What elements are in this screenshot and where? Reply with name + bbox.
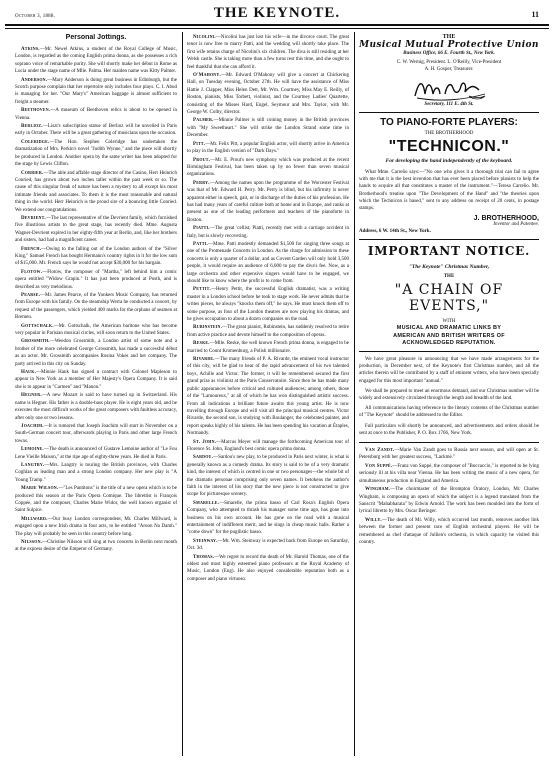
jotting-item xyxy=(187,554,349,584)
jotting-lead: Berlioz. xyxy=(21,124,43,130)
jotting-item xyxy=(359,447,539,462)
jotting-text: —Weedon Grossmith, a London artist of some note and a brother of the more celebrated George Grossmith, has made a successful début as an actor. Mr. Grossmith accompanies Rosina Vokes and her company. The party arrived in this city on Sunday. xyxy=(15,339,177,367)
jotting-item xyxy=(15,485,177,515)
jotting-lead: Patti. xyxy=(193,241,208,247)
jotting-lead: Palmer. xyxy=(193,118,214,124)
masthead-rule xyxy=(5,28,549,29)
jotting-text: —Minnie Hank has signed a contract with Colonel Mapleson to appear in New York as a member of Her Majesty's Opera Company. It is said she is to appear in "Carmen" and "Manon." xyxy=(15,370,177,390)
jotting-lead: French. xyxy=(21,246,42,252)
jotting-lead: Willy. xyxy=(365,517,382,523)
jotting-text: —Franz von Suppé, the composer of "Boccaccio," is reported to be lying seriously ill at his villa near Vienna. He has been writing the music of a new opera, for simultaneous production in England and America. xyxy=(359,463,539,484)
secretary-signature xyxy=(409,76,489,102)
jotting-item xyxy=(15,46,177,76)
jotting-lead: Prout. xyxy=(193,157,211,163)
jotting-item xyxy=(187,157,349,179)
jotting-item xyxy=(15,77,177,107)
notice-paragraph: All communications having reference to the literary contents of the Christmas number of "The Keynote" should be addressed to the Editor. xyxy=(359,406,539,419)
jotting-item xyxy=(187,324,349,339)
divider xyxy=(359,112,539,113)
mpu-name: Musical Mutual Protective Union xyxy=(359,40,539,50)
jotting-text: —The great pianist, Rubinstein, has suddenly resolved to retire from active practice and devote himself to the composition of operas. xyxy=(187,325,349,338)
jotting-text: —Mrs. Langtry is touring the British provinces, with Charles Coghlan as leading man and a strong London company. Her new play is "A Young Tramp." xyxy=(15,462,177,483)
jotting-item xyxy=(15,423,177,445)
jotting-item xyxy=(187,34,349,71)
jotting-text: —Mr. E. Prout's new symphony which was produced at the recent Birmingham Festival, has been taken up by no fewer than seven musical organizations. xyxy=(187,157,349,178)
jotting-item xyxy=(15,246,177,268)
jotting-text: —Mr. James Pearce, of the Yonkers Music Company, has returned from Europe with his family. On the steamship Werra he conducted a concert, by request of the passengers, which yielded 400 marks for the orphans of seamen at Bremen. xyxy=(15,293,177,321)
jotting-item xyxy=(187,180,349,224)
jotting-item xyxy=(15,369,177,391)
jotting-lead: Rubinstein. xyxy=(193,325,223,331)
jotting-item xyxy=(15,292,177,322)
jotting-lead: Joachim. xyxy=(21,423,44,429)
section-heading: Personal Jottings. xyxy=(65,34,127,41)
jotting-lead: Van Zandt. xyxy=(365,448,395,454)
jotting-item xyxy=(15,462,177,484)
important-notice xyxy=(359,244,539,437)
jotting-text: —The able and affable stage director of the Casino, Herr Heinrich Conried, has grown about two inches taller within the past week or so. The cause of this singular freak of nature has been a mystery to all except his most intimate friends and associates. To them it is the most reasonable and natural thing in the world. Herr Heinrich is the proud sire of a bouncing little Conried. We extend our congratulations. xyxy=(15,170,177,213)
column-left xyxy=(15,34,177,754)
jotting-text: —A new Mozart is said to have turned up in Switzerland. His name is Hegner. His father is a double-bass player. He is eight years old, and he executes the most difficult works of the great composers with faultless accuracy, after only one or two lessons. xyxy=(15,393,177,421)
jotting-lead: Nilsson. xyxy=(21,540,43,545)
jotting-lead: Nicolini. xyxy=(193,35,216,40)
notice-paragraph: We shall be prepared to meet an enormous demand, and our Christmas number will be widely and extensively circulated through the length and breadth of the land. xyxy=(359,388,539,402)
jotting-lead: Marie Wilson. xyxy=(21,486,59,492)
jotting-lead: Hegner. xyxy=(21,393,42,399)
signature-role: Secretary, 111 E. 4th St. xyxy=(424,102,474,107)
jotting-lead: St. John. xyxy=(193,439,217,445)
jotting-text: —The Hon. Stephen Coleridge has undertaken the dramatization of Mrs. Perkin's novel "Judith Wynne," and the piece will shortly be produced in London. Another opera by the same writer has been adopted for the stage by Lewis Clifton. xyxy=(15,139,177,168)
jotting-lead: Steinway. xyxy=(193,538,218,544)
jotting-text: —The death of Mr. Willy, which occurred last month, removes another link between the former and present race of English orchestral players. He will be remembered as chef d'attaque of Jullien's orchestra, in which capacity he visited this country. xyxy=(359,517,539,545)
jotting-lead: O'Mahony. xyxy=(193,73,221,79)
jotting-text: —The many friends of P. A. Rivarde, the eminent vocal instructor of this city, will be glad to hear of the rapid advancement of his two talented boys, Achille and Victor. The former, it will be remembered secured the first grand prize as violinist at the Paris Conservatoire. Since then he has made many public appearances before critical and cultured audiences; among others, those of the "Lamoureux," at all of which he has won distinguished artistic success. From all indications a brilliant future awaits this young artist. He is now travelling through Europe and will visit all the principal musical centres. Victor Rivarde, the second son, is studying with Boulanger, the celebrated painter, and report speaks highly of his talents. He has been spending his vacation at Étaples, Normandy. xyxy=(187,357,349,437)
jotting-text: —It is rumored that Joseph Joachim will start in November on a South-German concert tour, afterwards playing in Paris and other large French towns. xyxy=(15,423,177,444)
jotting-item xyxy=(15,107,177,122)
notice-heading: IMPORTANT NOTICE. xyxy=(367,244,531,259)
jotting-text: —Mr. Felix Pitt, a popular English actor, will shortly arrive in America to play in the English version of "Dark Days." xyxy=(187,141,349,155)
jotting-item xyxy=(187,538,349,553)
jotting-item xyxy=(359,463,539,485)
jotting-item xyxy=(15,323,177,338)
jotting-lead: Smarelle. xyxy=(193,500,220,506)
jotting-text: —Mr. Wm. Steinway is expected back from Europe on Saturday, Oct. 3d. xyxy=(187,538,349,552)
jotting-item xyxy=(187,340,349,355)
jotting-text: —Among the names upon the programme of the Worcester Festival was that of Mr. Edward H. Perry. Mr. Perry is blind, but his infirmity is never apparent either in speech, gait, or in discharge of the duties of his profession. He has had many years of careful culture both at home and in Europe, and ranks at present as one of the leading performers and teachers of the pianoforte in Boston. xyxy=(187,180,349,223)
jotting-item xyxy=(187,439,349,454)
jotting-item xyxy=(15,446,177,461)
jotting-text: —Flotow, the composer of "Martha," left behind him a comic opera entitled "Widow Grapin." It has just been produced at Posth, and is described as very melodious. xyxy=(15,269,177,290)
jotting-item xyxy=(15,215,177,245)
jotting-lead: Lemoine. xyxy=(21,447,44,453)
jotting-item xyxy=(15,539,177,554)
jotting-text: —Christine Nilsson will sing at two concerts in Berlin next month at the express desire of the Emperor of Germany. xyxy=(15,540,177,553)
jotting-item xyxy=(187,141,349,156)
jotting-text: —Mr. Gottschalk, the American baritone who has become very popular in Parisian musical circles, will soon return to the United States. xyxy=(15,323,177,337)
notice-title: "A CHAIN OF EVENTS," xyxy=(394,282,504,315)
mpu-officers xyxy=(359,59,539,73)
jotting-text: —Mary Anderson is doing great business in Edinburgh, but the Scotch purpose complain that her repertoire only includes four plays. C. I. Abud is managing for her. "Our Mary's" American baggage is almost sufficient to freight a steamer. xyxy=(15,77,177,105)
jotting-lead: Perry. xyxy=(193,180,210,186)
jotting-text: —Our busy London correspondent, Mr. Charles Millward, is engaged upon a new Irish drama in four acts, to be entitled "Aroon Na Damh." The play will probably be seen in this country before long. xyxy=(15,516,177,537)
jotting-text: —The death is announced of Gustave Lemoine author of "Le Fou Lene Vieille Maison," at the ripe age of eighty-three years. He died in Paris. xyxy=(15,447,177,460)
notice-credit-line: MUSICAL AND DRAMATIC LINKS BY xyxy=(396,325,502,332)
divider xyxy=(359,239,539,240)
jotting-lead: Anderson. xyxy=(21,77,48,83)
jotting-lead: Langtry. xyxy=(21,462,45,468)
mpu-advertisement xyxy=(359,34,539,107)
mpu-officers-line: C. W. Wernig, President. L. O'Reilly, Vice-President xyxy=(396,60,502,65)
jotting-lead: Thomas. xyxy=(193,554,215,560)
ad-body: What Mme. Carreño says:—"No one who gives it a thorough trial can fail to agree with me that it is the best invention that has ever been placed before planists to help the hands to acquire all that constitutes a master of the instrument."—Teresa Carreño. Mr. Brotherhood's treatise upon "The Development of the Hand" and "the theories upon which the Technicon is based," sent to any address on receipt of 20 cents, in postage stamps. xyxy=(359,170,539,212)
issue-date: October 3, 1888. xyxy=(15,14,56,19)
mpu-office: Business Office, 66 E. Fourth St., New York. xyxy=(403,51,495,56)
jotting-lead: Pettit. xyxy=(193,287,211,293)
jotting-lead: Hauk. xyxy=(21,370,37,376)
page-number: 11 xyxy=(531,10,539,19)
jottings-list-right xyxy=(359,447,539,546)
jotting-item xyxy=(187,225,349,240)
jotting-lead: Coleridge. xyxy=(21,139,50,145)
jotting-text: —"Les Pantitons" is the title of a new opera which is to be produced this season at the Paris Opera Comique. The librettist is François Coppée, and the composer, Charles Marie Widor, the well known organist of Saint Sulpice. xyxy=(15,486,177,514)
masthead xyxy=(5,4,549,26)
jotting-text: —We regret to record the death of Mr. Harold Thomas, one of the oldest and most highly esteemed piano professors at the Royal Academy of Music, London (Eng). He also enjoyed considerable reputation both as a composer and piano virtuoso. xyxy=(187,554,349,582)
jotting-lead: Flotow. xyxy=(21,269,43,275)
jotting-item xyxy=(187,356,349,437)
jotting-lead: Atkins. xyxy=(21,47,40,52)
jotting-text: —Liszt's subscription statue of Berlioz will be unveiled in Paris early in October. There will be a great gathering of musicians upon the occasion. xyxy=(15,124,177,137)
newspaper-title: THE KEYNOTE. xyxy=(213,5,341,21)
jotting-lead: Wingham. xyxy=(365,487,391,493)
column-middle xyxy=(187,34,349,754)
jotting-item xyxy=(15,269,177,291)
jotting-item xyxy=(15,338,177,368)
jotting-item xyxy=(15,123,177,138)
jotting-text: —The last representative of the Devrient family, which furnished five illustrious artists to the great stage, has recently died. Mme. Augusta Wagner-Devrient expired in her eighty-fifth year at Berlin, and, like her brothers and sisters, had had a magnificent career. xyxy=(15,215,177,244)
jotting-lead: Sardou. xyxy=(193,455,214,461)
jotting-lead: Corrier. xyxy=(21,170,44,176)
jotting-text: —Sardou's new play, to be produced in Paris next winter, is what is generally known as a comedy drama. Its story is said to be of a very dramatic kind, the interest of which is centred in one or two personages—the whole bit of the dramatis personae comprising only seven names. It betokens the author's faith in the interest of his story that the new piece is not constructed to give scope for picturesque scenery. xyxy=(187,455,349,498)
ad-heading: TO PIANO-FORTE PLAYERS: xyxy=(380,117,518,128)
jotting-item xyxy=(15,392,177,422)
jotting-text: —Marcus Meyer will manage the forthcoming American tour of Florence St. John, England's best comic opera prima donna. xyxy=(187,439,349,452)
column-divider xyxy=(354,32,355,756)
jotting-text: —Mlle. Reske, the well known French prima donna, is engaged to be married to Count Kromenburg, a Polish millionaire. xyxy=(187,341,349,354)
jotting-lead: Millward. xyxy=(21,516,48,522)
jotting-lead: Rivarde. xyxy=(193,357,215,363)
jotting-lead: Reske. xyxy=(193,341,210,347)
jotting-lead: Beethoven. xyxy=(21,108,51,114)
jotting-lead: Pitt. xyxy=(193,141,206,147)
ad-inventor-name: J. BROTHERHOOD, xyxy=(473,215,539,223)
ad-tagline: For developing the hand independently of the keyboard. xyxy=(385,158,513,164)
technicon-advertisement xyxy=(359,117,539,234)
ad-subheading: THE BROTHERHOOD xyxy=(424,131,474,136)
divider xyxy=(359,351,539,352)
jotting-item xyxy=(187,117,349,139)
notice-credit-line: ACKNOWLEDGED REPUTATION. xyxy=(402,339,496,346)
newspaper-page xyxy=(5,4,549,756)
jotting-item xyxy=(187,241,349,285)
divider xyxy=(359,442,539,443)
jotting-text: —Smarelle, the prima basso of Carl Rosa's English Opera Company, who attempted to thrash his manager some time ago, has gone into business on his own account. He has gone on the road with a musical entertainment of indifferent merit, and he sings in cheap music halls. Rather a "come down" for the pugilistic basso. xyxy=(187,500,349,536)
jotting-lead: Grossmith. xyxy=(21,339,50,345)
jotting-text: —Minnie Palmer is still coining money in the British provinces with "My Sweetheart." She will strike the London Strand some time in December. xyxy=(187,118,349,139)
mpu-the: THE xyxy=(442,34,456,40)
notice-credit-line: AMERICAN AND BRITISH WRITERS OF xyxy=(393,332,505,339)
jotting-text: —The great 'cellist, Piatti, recently met with a carriage accident in Italy, but is slowly recovering. xyxy=(187,226,349,239)
jotting-text: —Nicolini has just lost his wife—in the divorce court. The great tenor is now free to marry Patti, and the wedding will shortly take place. The first wife retains charge of Nicolini's six children. The diva is still residing at her Welsh castle. She is taking more than a few turns rest this time, and she ought to feel thankful that she can afford it. xyxy=(187,35,349,70)
notice-the: THE xyxy=(443,274,455,280)
column-right xyxy=(359,34,539,754)
notice-paragraph: We have great pleasure in announcing that we have made arrangements for the production, in December next, of the Keynote's first Christmas number, and all the articles therein will be contributed by a staff of eminent writers, who have been specially engaged for this most important "annual." xyxy=(359,357,539,384)
jotting-item xyxy=(187,72,349,116)
jotting-text: —Mme. Patti modestly demanded $1,500 for singing three songs at one of the Promenade Concerts in London. As the charge for admission to these concerts is only a quarter of a dollar, and as Covent Garden will only hold 3,500 people, it would require an audience of 6,000 to pay the diva's fee. Now, as a large orchestra and other expensive singers would have to be engaged, we should like to know where the profit is to come from. xyxy=(187,241,349,284)
jotting-text: —Henry Pettit, the successful English dramatist, was a writing master in a London school before he took to stage work. He never admits that he writes pieces, he always "knocks them off," he says. He must knock them off to some purpose, as four of the London theatres are now playing his dramas, and he gives occupation to about a dozen companies on the road. xyxy=(187,287,349,323)
ad-inventor-role: Inventor and Patentee. xyxy=(493,222,539,228)
jotting-item xyxy=(15,516,177,538)
column-divider xyxy=(182,32,183,756)
jotting-text: —The choirmaster of the Brompton Oratory, London, Mr. Charles Wingham, is composing an opera of which the subject is a legend translated from the Sanscrit "Mahabharata" by Edwin Arnold. The work has been moulded into the form of lyrical libretto by Mrs. Oscar Beringer. xyxy=(359,487,539,515)
jottings-list-left xyxy=(15,46,177,554)
jotting-item xyxy=(359,517,539,547)
jotting-lead: Von Suppé. xyxy=(365,463,393,469)
jotting-text: —Marie Van Zandt goes to Russia next season, and will open at St. Petersburg with her greatest success, "Lackmé." xyxy=(359,448,539,461)
jotting-item xyxy=(15,139,177,169)
jotting-item xyxy=(187,286,349,323)
notice-with: WITH xyxy=(442,319,456,325)
jotting-item xyxy=(15,170,177,214)
jotting-item xyxy=(187,454,349,498)
jotting-item xyxy=(359,486,539,516)
jotting-lead: Pearse. xyxy=(21,293,41,298)
jotting-item xyxy=(187,500,349,537)
ad-address: Address, 6 W. 14th St., New York. xyxy=(359,229,431,235)
jottings-list-middle xyxy=(187,34,349,583)
jotting-lead: Gottschalk. xyxy=(21,323,54,329)
ad-title: "TECHNICON." xyxy=(388,138,510,155)
jotting-lead: Devrient. xyxy=(21,215,46,221)
mpu-officers-line: A. H. Gosper, Treasurer. xyxy=(424,67,474,72)
notice-kicker: "The Keynote" Christmas Number, xyxy=(408,264,490,271)
notice-credits xyxy=(359,318,539,347)
jotting-text: —A museum of Beethoven relics is about to be opened in Vienna. xyxy=(15,108,177,121)
jotting-lead: Piatti. xyxy=(193,226,210,232)
jotting-text: —Owing to the falling out of the London authors of the "Silver King," Samuel French has bought Hermann's country rights in it for the low sum of $15,000. Mr. French says he would not accept $30,000 for his bargain. xyxy=(15,246,177,267)
jotting-text: —Mr. Newel Atkins, a student of the Royal College of Music, London, is regarded as the coming English prima donna, as she possesses a rich soprano voice of remarkable purity. She will shortly make her début in Rome as Lucia under the stage name of Mlle. Palma. Her maiden name was Kitty Palmer. xyxy=(15,47,177,75)
jotting-text: —Mr. Edward O'Mahony will give a concert at Chickering Hall, on Tuesday evening, October 27th. He will have the assistance of Miss Hattie J. Clapper, Miss Helen Dett, Mr. Wm. Courtney, Miss May E. Reilly, of Boston, pianists, Miss Torbett, violinist, and the Courtney Ladies' Quartette, consisting of the Misses Hard, Engel, Seymour and Mrs. Taylor, with Mr. George W. Colby, director. xyxy=(187,73,349,116)
notice-paragraph: Full particulars will shortly be announced, and advertisements and orders should be sent at once to the Publisher, P. O. Box 1766, New York. xyxy=(359,423,539,436)
